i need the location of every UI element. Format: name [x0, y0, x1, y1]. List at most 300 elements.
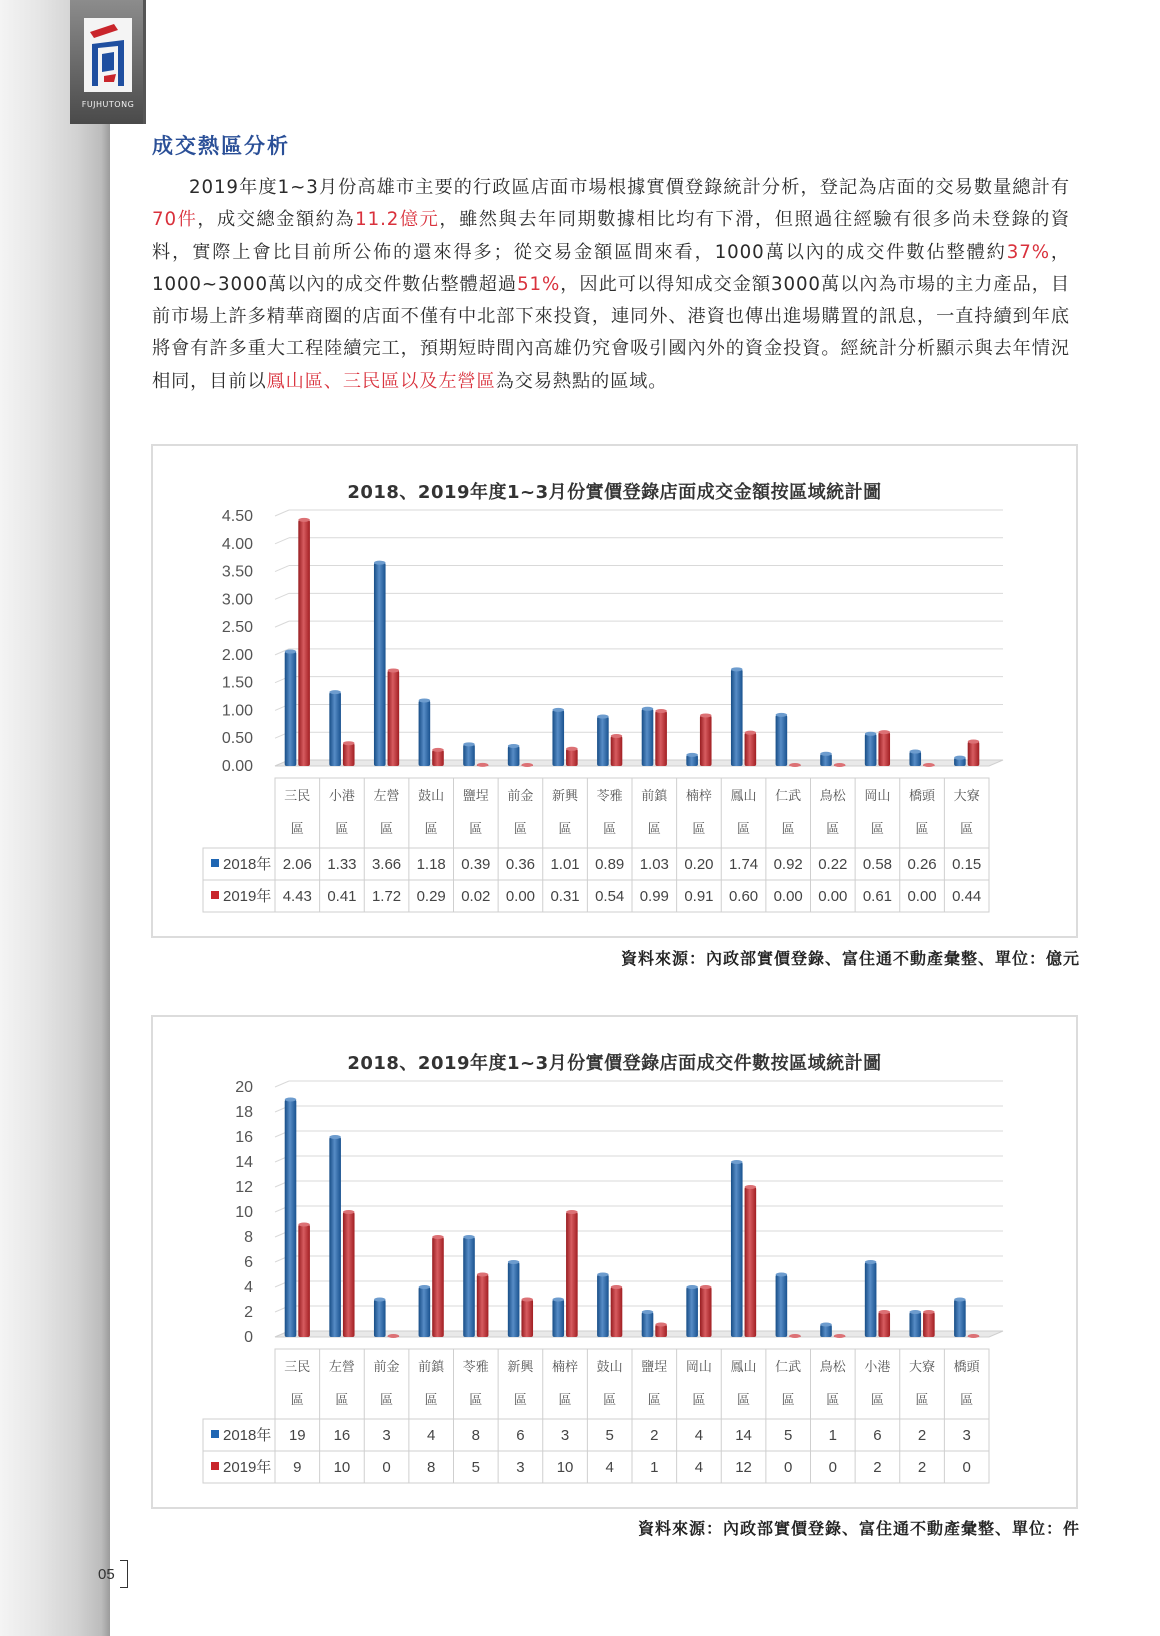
bar-top [954, 756, 966, 760]
section-title: 成交熱區分析 [152, 134, 290, 158]
bar-2018 [642, 1312, 654, 1337]
bar-top [597, 1273, 609, 1277]
y-tick-label: 3.50 [221, 563, 253, 581]
bar-2018 [776, 1275, 788, 1338]
data-value: 1.72 [371, 888, 402, 905]
data-value: 1.01 [550, 856, 580, 873]
bar-top [909, 1310, 921, 1314]
bar-top [968, 1334, 980, 1338]
y-tick-label: 14 [235, 1154, 253, 1171]
bar-2019 [700, 1287, 712, 1337]
y-tick-label: 2.00 [221, 646, 253, 664]
category-label: 仁武 [775, 1360, 802, 1375]
bar-top [566, 1210, 578, 1214]
category-label: 區 [558, 1393, 572, 1408]
bar-top [566, 747, 578, 751]
category-label: 區 [290, 822, 304, 837]
bar-top [700, 713, 712, 717]
y-tick-label: 1.00 [221, 702, 253, 720]
bar-2019 [343, 1212, 355, 1337]
bar-2018 [776, 715, 788, 766]
data-value: 1.18 [416, 856, 446, 873]
bar-top [655, 1323, 667, 1327]
category-label: 區 [826, 822, 840, 837]
brand-logo [70, 0, 146, 124]
data-value: 0.61 [862, 888, 893, 905]
category-label: 區 [513, 1393, 527, 1408]
category-label: 區 [781, 822, 795, 837]
category-label: 前鎮 [641, 789, 668, 804]
data-value: 2 [917, 1427, 927, 1444]
legend-label: 2019年 [223, 1459, 272, 1476]
category-label: 區 [647, 1393, 661, 1408]
category-label: 區 [870, 1393, 884, 1408]
bar-2019 [432, 750, 444, 766]
amount-chart-source: 資料來源：內政部實價登錄、富住通不動產彙整、單位：億元 [620, 949, 1080, 968]
bar-top [298, 518, 310, 522]
category-label: 新興 [507, 1360, 534, 1375]
data-value: 9 [293, 1459, 302, 1476]
highlighted-text: 鳳山區、三民區以及左營區 [266, 370, 496, 392]
bar-2019 [611, 736, 623, 766]
category-label: 區 [737, 822, 751, 837]
bar-top [329, 1135, 341, 1139]
data-value: 0.36 [505, 856, 536, 873]
bar-2019 [566, 1212, 578, 1337]
bar-2019 [298, 520, 310, 766]
bar-2019 [745, 733, 757, 766]
bar-top [789, 1334, 801, 1338]
highlighted-text: 70件 [152, 209, 198, 231]
data-value: 0.44 [952, 888, 982, 905]
bar-2018 [463, 1237, 475, 1337]
page-number-bracket [120, 1560, 128, 1588]
y-tick-label: 6 [244, 1254, 253, 1271]
category-label: 左營 [328, 1360, 355, 1375]
highlighted-text: 37% [1006, 241, 1050, 263]
bar-top [686, 1285, 698, 1289]
data-value: 4 [605, 1459, 614, 1476]
category-label: 區 [558, 822, 572, 837]
data-value: 1 [828, 1427, 837, 1444]
bar-2019 [745, 1187, 757, 1337]
paragraph-run: 為交易熱點的區域。 [495, 370, 668, 392]
bar-top [789, 763, 801, 767]
bar-2018 [285, 1100, 297, 1338]
data-value: 3 [516, 1459, 525, 1476]
bar-2018 [642, 709, 654, 766]
category-label: 仁武 [775, 789, 802, 804]
bar-top [878, 1310, 890, 1314]
bar-2019 [611, 1287, 623, 1337]
category-label: 區 [603, 822, 617, 837]
category-label: 區 [424, 822, 438, 837]
bar-top [432, 748, 444, 752]
data-value: 0 [784, 1459, 793, 1476]
bar-top [508, 744, 520, 748]
y-tick-label: 2 [244, 1304, 253, 1321]
category-label: 鳳山 [730, 1360, 757, 1375]
data-value: 0 [382, 1459, 391, 1476]
category-label: 區 [915, 822, 929, 837]
category-label: 岡山 [685, 1360, 712, 1375]
legend-swatch [211, 1462, 219, 1470]
bar-2019 [968, 742, 980, 766]
bar-2018 [909, 1312, 921, 1337]
data-value: 0 [828, 1459, 837, 1476]
data-value: 2 [873, 1459, 882, 1476]
count-chart-svg [153, 1017, 1076, 1507]
highlighted-text: 11.2億元 [355, 209, 440, 231]
bar-top [343, 741, 355, 745]
data-value: 4 [694, 1459, 704, 1476]
data-value: 3 [382, 1427, 391, 1444]
data-value: 0.54 [595, 888, 625, 905]
gridline-side [275, 593, 289, 599]
logo-text: FUJHUTONG [81, 100, 135, 109]
data-value: 8 [427, 1459, 436, 1476]
logo-emblem-icon [84, 18, 132, 92]
data-value: 6 [873, 1427, 882, 1444]
category-label: 區 [692, 822, 706, 837]
bar-top [388, 1334, 400, 1338]
bar-2018 [865, 1262, 877, 1337]
bar-top [432, 1235, 444, 1239]
data-value: 14 [735, 1427, 752, 1444]
paragraph-run: 2019年度1~3月份高雄市主要的行政區店面市場根據實價登錄統計分析，登記為店面的交易數量總計有 [189, 177, 1070, 198]
category-label: 楠梓 [685, 789, 712, 804]
bar-2019 [923, 1312, 935, 1337]
category-label: 小港 [328, 789, 355, 804]
y-tick-label: 4 [244, 1279, 253, 1296]
category-label: 三民 [284, 789, 311, 804]
bar-top [820, 1323, 832, 1327]
bar-top [388, 668, 400, 672]
legend-swatch [211, 891, 219, 899]
data-value: 0.26 [907, 856, 937, 873]
category-label: 區 [960, 1393, 974, 1408]
bar-top [285, 650, 297, 654]
legend-swatch [211, 859, 219, 867]
y-tick-label: 8 [244, 1229, 253, 1246]
bar-top [731, 1160, 743, 1164]
bar-top [343, 1210, 355, 1214]
page-spine-shadow [0, 0, 110, 1636]
data-value: 2 [917, 1459, 927, 1476]
bar-top [642, 707, 654, 711]
bar-top [374, 561, 386, 565]
bar-2019 [432, 1237, 444, 1337]
y-tick-label: 0 [244, 1329, 253, 1346]
bar-top [477, 763, 489, 767]
bar-2019 [521, 1300, 533, 1338]
bar-2018 [374, 1300, 386, 1338]
category-label: 區 [692, 1393, 706, 1408]
y-tick-label: 12 [235, 1179, 253, 1196]
bar-top [686, 753, 698, 757]
category-label: 區 [335, 1393, 349, 1408]
category-label: 鹽埕 [641, 1360, 668, 1375]
bar-top [611, 734, 623, 738]
category-label: 區 [290, 1393, 304, 1408]
data-value: 0.22 [818, 856, 848, 873]
bar-top [508, 1260, 520, 1264]
data-value: 5 [784, 1427, 793, 1444]
category-label: 區 [603, 1393, 617, 1408]
data-value: 0.99 [639, 888, 669, 905]
bar-2018 [552, 710, 564, 766]
paragraph-run: ，雖然與去年同期數據相比均有下滑，但照過往經驗有很多尚未登錄的資料，實際上會比目前所公佈的還來得多；從交易金額區間來看，1000萬以內的成交件數佔整體約 [152, 209, 1070, 263]
gridline-side [275, 1081, 289, 1087]
data-value: 3.66 [371, 856, 402, 873]
bar-top [776, 1273, 788, 1277]
category-label: 區 [781, 1393, 795, 1408]
paragraph-run: ，成交總金額約為 [197, 209, 356, 231]
data-value: 4.43 [282, 888, 312, 905]
bar-2018 [909, 752, 921, 766]
count-chart [151, 1015, 1078, 1509]
gridline-side [275, 621, 289, 627]
category-label: 區 [469, 822, 483, 837]
category-label: 橋頭 [953, 1360, 980, 1375]
bar-top [552, 708, 564, 712]
bar-top [878, 730, 890, 734]
bar-top [463, 742, 475, 746]
bar-top [909, 750, 921, 754]
category-label: 新興 [552, 789, 579, 804]
data-value: 0.00 [907, 888, 937, 905]
category-label: 三民 [284, 1360, 311, 1375]
bar-top [477, 1273, 489, 1277]
bar-2019 [878, 1312, 890, 1337]
y-tick-label: 10 [235, 1204, 253, 1221]
amount-chart-svg [153, 446, 1076, 936]
data-value: 0 [962, 1459, 971, 1476]
category-label: 前金 [373, 1360, 400, 1375]
category-label: 小港 [864, 1360, 891, 1375]
bar-2018 [865, 734, 877, 766]
data-value: 0.29 [416, 888, 446, 905]
bar-top [298, 1223, 310, 1227]
bar-top [745, 1185, 757, 1189]
page-number: 05 [98, 1566, 115, 1583]
category-label: 區 [737, 1393, 751, 1408]
bar-top [597, 715, 609, 719]
bar-2018 [686, 1287, 698, 1337]
data-value: 0.20 [684, 856, 714, 873]
bar-top [834, 763, 846, 767]
category-label: 區 [915, 1393, 929, 1408]
bar-top [776, 713, 788, 717]
bar-2019 [298, 1225, 310, 1338]
category-label: 鳥松 [819, 1360, 846, 1375]
data-value: 3 [962, 1427, 971, 1444]
y-tick-label: 0.50 [221, 730, 253, 748]
bar-top [923, 763, 935, 767]
bar-2019 [878, 732, 890, 766]
y-tick-label: 0.00 [221, 758, 253, 775]
data-value: 2 [650, 1427, 659, 1444]
bar-2018 [419, 700, 431, 766]
bar-2018 [329, 692, 341, 766]
category-label: 鳳山 [730, 789, 757, 804]
bar-top [521, 763, 533, 767]
bar-top [968, 740, 980, 744]
data-value: 0.00 [818, 888, 848, 905]
data-value: 0.00 [505, 888, 536, 905]
data-value: 10 [333, 1459, 351, 1476]
data-value: 6 [516, 1427, 525, 1444]
bar-top [419, 698, 431, 702]
bar-top [865, 732, 877, 736]
data-value: 4 [694, 1427, 704, 1444]
bar-top [521, 1298, 533, 1302]
category-label: 左營 [373, 789, 400, 804]
category-label: 區 [424, 1393, 438, 1408]
gridline-side [275, 538, 289, 544]
bar-top [745, 731, 757, 735]
category-label: 前鎮 [418, 1360, 445, 1375]
data-value: 0.02 [461, 888, 491, 905]
bar-top [923, 1310, 935, 1314]
data-value: 12 [735, 1459, 752, 1476]
bar-2019 [477, 1275, 489, 1338]
bar-top [700, 1285, 712, 1289]
bar-top [834, 1334, 846, 1338]
gridline-side [275, 566, 289, 572]
amount-chart [151, 444, 1078, 938]
bar-2018 [374, 563, 386, 766]
data-value: 8 [471, 1427, 480, 1444]
data-value: 0.31 [550, 888, 580, 905]
bar-top [954, 1298, 966, 1302]
bar-2019 [343, 743, 355, 766]
paragraph-run: ，因此可以得知成交金額3000萬以內為市場的主力產品，目前市場上許多精華商圈的店面不僅有中北部下來投資，連同外、港資也傳出進場購置的訊息，一直持續到年底將會有許多重大工程陸續完工，預期短時間內高雄仍究會吸引國內外的資金投資。經統計分析顯示與去年情況相同，目前以 [152, 273, 1070, 392]
bar-2018 [508, 1262, 520, 1337]
body-paragraph [152, 172, 1070, 398]
y-tick-label: 16 [235, 1129, 253, 1146]
bar-top [285, 1098, 297, 1102]
bar-2019 [566, 749, 578, 766]
category-label: 鼓山 [596, 1360, 623, 1375]
category-label: 區 [380, 1393, 394, 1408]
data-value: 0.91 [684, 888, 714, 905]
bar-2019 [388, 670, 400, 766]
chart-title: 2018、2019年度1~3月份實價登錄店面成交件數按區域統計圖 [347, 1053, 882, 1074]
data-value: 19 [288, 1427, 306, 1444]
data-value: 0.89 [595, 856, 625, 873]
bar-2018 [463, 744, 475, 766]
category-label: 鼓山 [418, 789, 445, 804]
bar-2018 [508, 746, 520, 766]
bar-2018 [731, 669, 743, 766]
data-value: 5 [605, 1427, 614, 1444]
bar-2018 [285, 652, 297, 766]
bar-2018 [419, 1287, 431, 1337]
data-value: 0.00 [773, 888, 803, 905]
paragraph-text [152, 172, 1070, 398]
category-label: 苓雅 [462, 1360, 489, 1375]
category-label: 鹽埕 [462, 789, 489, 804]
bar-2018 [954, 1300, 966, 1338]
bar-top [552, 1298, 564, 1302]
bar-top [329, 690, 341, 694]
data-value: 1.33 [327, 856, 357, 873]
category-label: 岡山 [864, 789, 891, 804]
data-value: 0.92 [773, 856, 803, 873]
y-tick-label: 2.50 [221, 619, 253, 637]
bar-2018 [597, 1275, 609, 1338]
category-label: 苓雅 [596, 789, 623, 804]
bar-top [655, 709, 667, 713]
legend-swatch [211, 1430, 219, 1438]
bar-2018 [552, 1300, 564, 1338]
legend-label: 2018年 [223, 856, 272, 873]
bar-2019 [655, 711, 667, 766]
category-label: 區 [469, 1393, 483, 1408]
category-label: 區 [870, 822, 884, 837]
legend-label: 2018年 [223, 1427, 272, 1444]
data-value: 1.03 [639, 856, 669, 873]
bar-top [374, 1298, 386, 1302]
category-label: 區 [647, 822, 661, 837]
category-label: 楠梓 [552, 1360, 579, 1375]
data-value: 0.60 [728, 888, 759, 905]
y-tick-label: 3.00 [221, 591, 253, 609]
bar-top [820, 752, 832, 756]
highlighted-text: 51% [517, 273, 561, 295]
category-label: 前金 [507, 789, 534, 804]
bar-2018 [329, 1137, 341, 1337]
bar-2019 [700, 715, 712, 766]
category-label: 區 [380, 822, 394, 837]
bar-top [419, 1285, 431, 1289]
data-value: 5 [471, 1459, 480, 1476]
y-tick-label: 4.00 [221, 535, 253, 553]
data-value: 1.74 [728, 856, 759, 873]
data-value: 0.15 [952, 856, 982, 873]
bar-top [642, 1310, 654, 1314]
gridline-side [275, 510, 289, 516]
chart-title: 2018、2019年度1~3月份實價登錄店面成交金額按區域統計圖 [347, 482, 882, 503]
data-value: 3 [560, 1427, 570, 1444]
data-value: 4 [427, 1427, 436, 1444]
y-tick-label: 1.50 [221, 674, 253, 692]
category-label: 區 [335, 822, 349, 837]
category-label: 區 [960, 822, 974, 837]
bar-top [731, 667, 743, 671]
category-label: 大寮 [909, 1360, 936, 1375]
category-label: 大寮 [953, 789, 980, 804]
category-label: 區 [513, 822, 527, 837]
count-chart-source: 資料來源：內政部實價登錄、富住通不動產彙整、單位：件 [637, 1519, 1080, 1538]
bar-2018 [597, 717, 609, 766]
data-value: 0.39 [461, 856, 491, 873]
category-label: 區 [826, 1393, 840, 1408]
data-value: 2.06 [282, 856, 312, 873]
data-value: 10 [556, 1459, 574, 1476]
bar-top [611, 1285, 623, 1289]
legend-label: 2019年 [223, 888, 272, 905]
bar-top [865, 1260, 877, 1264]
y-tick-label: 20 [235, 1079, 253, 1096]
paragraph-run: ，1000~3000萬以內的成交件數佔整體超過 [152, 241, 1071, 295]
bar-top [463, 1235, 475, 1239]
y-tick-label: 18 [235, 1104, 253, 1121]
data-value: 0.41 [327, 888, 357, 905]
category-label: 橋頭 [909, 789, 936, 804]
data-value: 16 [333, 1427, 351, 1444]
